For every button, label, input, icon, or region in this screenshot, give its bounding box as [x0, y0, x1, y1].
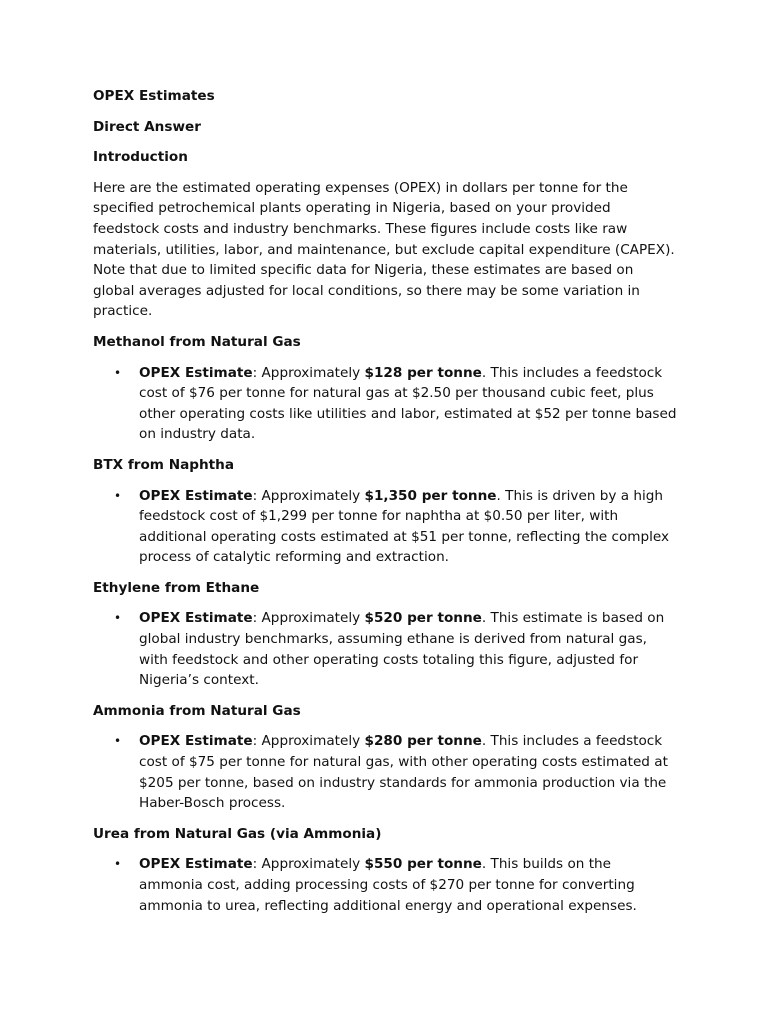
opex-value: $128 per tonne — [364, 364, 482, 381]
section-ammonia — [93, 701, 678, 814]
opex-value: $280 per tonne — [364, 733, 482, 750]
bullet-list — [93, 731, 678, 813]
list-item — [93, 731, 678, 813]
section-urea — [93, 824, 678, 916]
opex-description: . This includes a feedstock cost of $75 per tonne for natural gas, with other operating costs estimated at $205 per tonne, based on industry standards for ammonia production via the Haber-Bosch process. — [139, 733, 668, 812]
opex-label: OPEX Estimate — [139, 364, 253, 381]
opex-value: $550 per tonne — [364, 856, 482, 873]
opex-description: . This estimate is based on global industry benchmarks, assuming ethane is derived from natural gas, with feedstock and other operating costs totaling this figure, adjusted for Nigeria’s context. — [139, 610, 665, 689]
bullet-list — [93, 854, 678, 916]
opex-value: $520 per tonne — [364, 610, 482, 627]
bullet-icon: • — [114, 488, 122, 503]
list-item — [93, 608, 678, 690]
document-subtitle: Direct Answer — [93, 118, 201, 135]
opex-pre: : Approximately — [252, 487, 365, 504]
bullet-icon: • — [114, 857, 122, 872]
opex-label: OPEX Estimate — [139, 733, 253, 750]
opex-pre: : Approximately — [252, 364, 365, 381]
section-btx — [93, 455, 678, 568]
bullet-list — [93, 608, 678, 690]
opex-description: . This is driven by a high feedstock cost of $1,299 per tonne for naphtha at $0.50 per liter, with additional operating costs estimated at $51 per tonne, reflecting the complex process of catalytic reforming and extraction. — [139, 487, 670, 566]
section-methanol — [93, 332, 678, 445]
section-heading: Ammonia from Natural Gas — [93, 702, 301, 719]
opex-description: . This builds on the ammonia cost, adding processing costs of $270 per tonne for converting ammonia to urea, reflecting additional energy and operational expenses. — [139, 856, 637, 914]
list-item — [93, 486, 678, 568]
section-heading: BTX from Naphtha — [93, 456, 235, 473]
opex-pre: : Approximately — [252, 610, 365, 627]
list-item — [93, 854, 678, 916]
section-heading: Urea from Natural Gas (via Ammonia) — [93, 825, 382, 842]
opex-label: OPEX Estimate — [139, 856, 253, 873]
bullet-icon: • — [114, 734, 122, 749]
bullet-list — [93, 363, 678, 445]
intro-heading: Introduction — [93, 149, 188, 166]
opex-label: OPEX Estimate — [139, 487, 253, 504]
bullet-list — [93, 486, 678, 568]
document-title: OPEX Estimates — [93, 88, 215, 104]
opex-pre: : Approximately — [252, 733, 365, 750]
section-heading: Ethylene from Ethane — [93, 579, 260, 596]
opex-value: $1,350 per tonne — [364, 487, 497, 504]
section-ethylene — [93, 578, 678, 691]
document-page — [93, 86, 678, 926]
intro-paragraph: Here are the estimated operating expenses (OPEX) in dollars per tonne for the specified petrochemical plants operating in Nigeria, based on your provided feedstock costs and industry benchmarks. These figures include costs like raw materials, utilities, labor, and maintenance, but exclude capital expenditure (CAPEX). Note that due to limited specific data for Nigeria, these estimates are based on global averages adjusted for local conditions, so there may be some variation in practice. — [93, 179, 675, 320]
bullet-icon: • — [114, 365, 122, 380]
opex-pre: : Approximately — [252, 856, 365, 873]
opex-description: . This includes a feedstock cost of $76 per tonne for natural gas at $2.50 per thousand cubic feet, plus other operating costs like utilities and labor, estimated at $52 per tonne based on industry data. — [139, 364, 677, 443]
section-heading: Methanol from Natural Gas — [93, 333, 301, 350]
bullet-icon: • — [114, 611, 122, 626]
opex-label: OPEX Estimate — [139, 610, 253, 627]
list-item — [93, 363, 678, 445]
